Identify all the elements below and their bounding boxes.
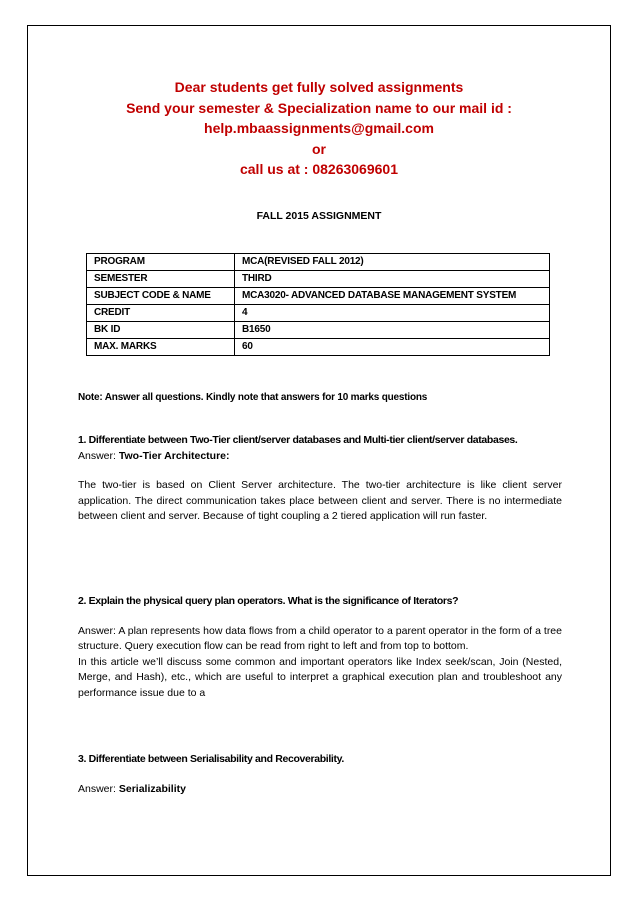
answer-prefix: Answer: [78, 782, 119, 795]
question-1 [78, 433, 562, 525]
table-key: MAX. MARKS [87, 339, 235, 356]
table-key: BK ID [87, 322, 235, 339]
question-title: 1. Differentiate between Two-Tier client/server databases and Multi-tier client/server databases. [78, 434, 518, 446]
question-title: 3. Differentiate between Serialisability and Recoverability. [78, 753, 344, 765]
answer-heading: Serializability [118, 782, 186, 795]
header-line-2: Send your semester & Specialization name to our mail id : [126, 99, 512, 116]
table-value: THIRD [235, 271, 550, 288]
table-key: PROGRAM [87, 254, 235, 271]
info-table [86, 253, 550, 356]
header-line-1: Dear students get fully solved assignments [174, 79, 464, 95]
table-value: 4 [235, 305, 550, 322]
table-key: SEMESTER [87, 271, 235, 288]
table-value: B1650 [235, 322, 550, 339]
note: Note: Answer all questions. Kindly note that answers for 10 marks questions [78, 392, 428, 403]
table-row [87, 271, 550, 288]
table-value: MCA3020- ADVANCED DATABASE MANAGEMENT SYSTEM [235, 288, 550, 305]
contact-header [27, 77, 611, 180]
table-row [87, 254, 550, 271]
table-row [87, 288, 550, 305]
question-3 [78, 752, 562, 797]
header-email: help.mbaassignments@gmail.com [204, 120, 434, 136]
table-row [87, 305, 550, 322]
table-key: CREDIT [87, 305, 235, 322]
answer-paragraph: The two-tier is based on Client Server architecture. The two-tier architecture is like client server application. The direct communication takes place between client and server. There is no intermediate between client and server. Because of tight coupling a 2 tiered application will run faster. [78, 479, 562, 522]
question-title: 2. Explain the physical query plan operators. What is the significance of Iterators? [78, 595, 459, 607]
header-phone: call us at : 08263069601 [239, 161, 398, 177]
table-row [87, 339, 550, 356]
answer-prefix: Answer: [78, 449, 119, 462]
answer-heading: Two-Tier Architecture: [118, 449, 230, 462]
table-key: SUBJECT CODE & NAME [87, 288, 235, 305]
answer-line [78, 782, 562, 798]
answer-line [78, 449, 562, 465]
answer-paragraph: In this article we’ll discuss some common and important operators like Index seek/scan, Join (Nested, Merge, and Hash), etc., which are useful to interpret a graphical execution plan and troubleshoot any performance issue due to a [78, 655, 562, 699]
assignment-title: FALL 2015 ASSIGNMENT [256, 210, 382, 222]
table-value: 60 [235, 339, 550, 356]
answer-paragraph: Answer: A plan represents how data flows from a child operator to a parent operator in the form of a tree structure. Query execution flow can be read from right to left and from top to bottom. [78, 624, 562, 652]
header-or: or [312, 140, 326, 157]
table-value: MCA(REVISED FALL 2012) [235, 254, 550, 271]
table-row [87, 322, 550, 339]
question-2 [78, 594, 562, 701]
